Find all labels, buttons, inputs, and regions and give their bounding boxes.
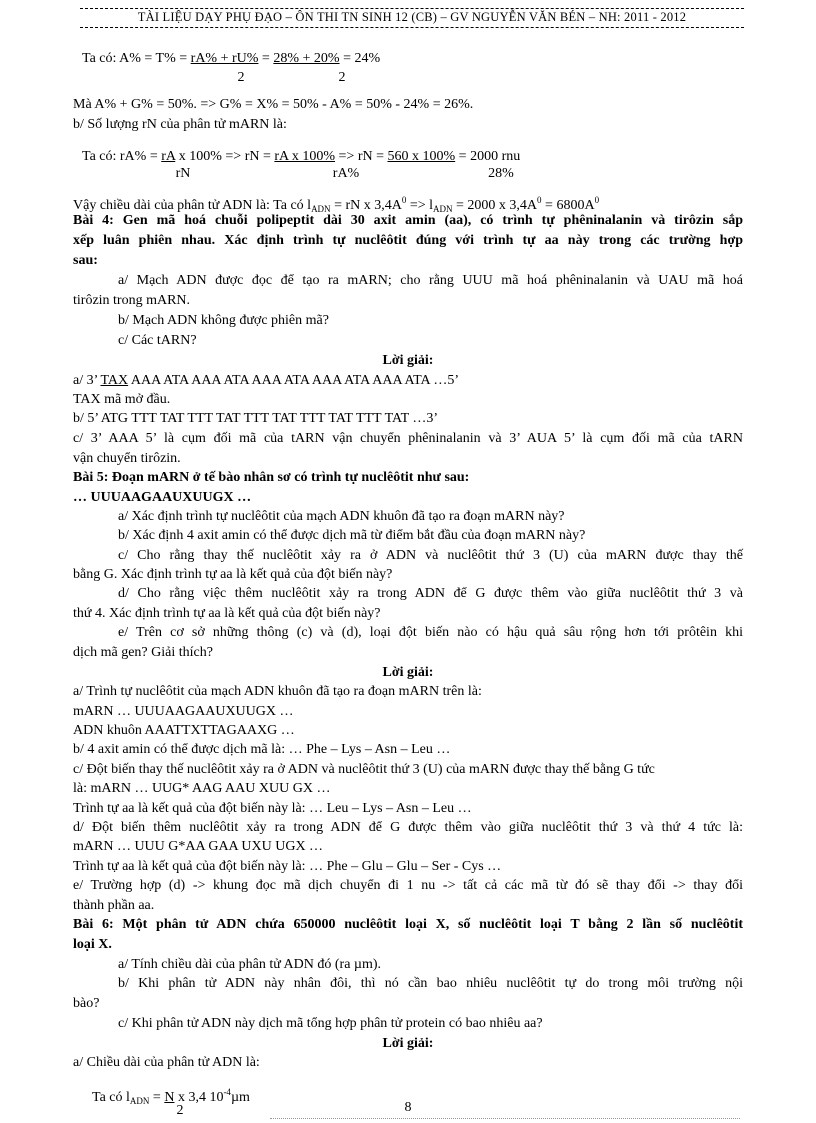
answer-dna-template: ADN khuôn AAATTXTTAGAAXG … xyxy=(73,723,295,738)
formula-text: x 3,4 10 xyxy=(174,1090,224,1105)
answer-d: Trình tự aa là kết quả của đột biến này là: … Phe – Glu – Glu – Ser - Cys … xyxy=(73,859,502,874)
question-e: dịch mã gen? Giải thích? xyxy=(73,645,213,660)
question-a: a/ Xác định trình tự nuclêôtit của mạch ADN khuôn đã tạo ra đoạn mARN này? xyxy=(118,509,565,524)
fraction-numerator: rA% + rU% xyxy=(190,51,259,66)
question-a: tirôzin trong mARN. xyxy=(73,293,191,308)
formula-text: = 6800A xyxy=(541,198,595,213)
exercise-4-title: xếp luân phiên nhau. Xác định trình tự nuclêôtit đúng với trình tự aa này trong các trường hợp xyxy=(73,233,743,248)
formula-result: = 2000 rnu xyxy=(455,149,521,164)
formula-text: => l xyxy=(406,198,434,213)
answer-b: b/ 5’ ATG TTT TAT TTT TAT TTT TAT TTT TAT TTT TAT …3’ xyxy=(73,411,439,426)
solution-heading: Lời giải: xyxy=(382,665,434,680)
answer-c: là: mARN … UUG* AAG AAU XUU GX … xyxy=(73,781,331,796)
formula-a-percent xyxy=(82,50,380,67)
page-number: 8 xyxy=(404,1100,412,1115)
fraction-denominator: rN xyxy=(175,166,191,181)
question-a: a/ Tính chiều dài của phân tử ADN đó (ra µm). xyxy=(118,957,382,972)
text-line: b/ Số lượng rN của phân tử mARN là: xyxy=(73,117,287,132)
subscript: ADN xyxy=(433,204,453,214)
superscript: -4 xyxy=(223,1087,231,1097)
fraction-denominator: 2 xyxy=(338,70,346,85)
fraction-denominator: 2 xyxy=(237,70,245,85)
fraction-numerator: N xyxy=(164,1090,175,1105)
question-a: a/ Mạch ADN được đọc để tạo ra mARN; cho rằng UUU mã hoá phêninalanin và UAU mã hoá xyxy=(118,273,743,288)
question-b: b/ Mạch ADN không được phiên mã? xyxy=(118,313,329,328)
question-c: c/ Khi phân tử ADN này dịch mã tổng hợp phân tử protein có bao nhiêu aa? xyxy=(118,1016,543,1031)
answer-c: c/ 3’ AAA 5’ là cụm đối mã của tARN vận chuyển phêninalanin và 3’ AUA 5’ là cụm đối mã của tARN xyxy=(73,431,743,446)
answer-a xyxy=(73,372,459,389)
exercise-5-title: Bài 5: Đoạn mARN ở tế bào nhân sơ có trình tự nuclêôtit như sau: xyxy=(73,470,470,485)
footer-divider xyxy=(270,1118,740,1119)
solution-heading: Lời giải: xyxy=(382,1036,434,1051)
formula-text: µm xyxy=(230,1090,250,1105)
subscript: ADN xyxy=(311,204,331,214)
answer-mrna: mARN … UUUAAGAAUXUUGX … xyxy=(73,704,294,719)
formula-rn xyxy=(82,148,520,165)
fraction-denominator: rA% xyxy=(332,166,360,181)
question-d: thứ 4. Xác định trình tự aa là kết quả của đột biến này? xyxy=(73,606,381,621)
page-header: TÀI LIỆU DẠY PHỤ ĐẠO – ÔN THI TN SINH 12 (CB) – GV NGUYỄN VĂN BÉN – NH: 2011 - 2012 xyxy=(80,8,744,28)
superscript: 0 xyxy=(594,195,600,205)
answer-b: b/ 4 axit amin có thể được dịch mã là: … Phe – Lys – Asn – Leu … xyxy=(73,742,451,757)
answer-a: a/ Trình tự nuclêôtit của mạch ADN khuôn đã tạo ra đoạn mARN trên là: xyxy=(73,684,482,699)
subscript: ADN xyxy=(129,1096,150,1106)
formula-result: = 24% xyxy=(339,51,381,66)
question-d: d/ Cho rằng việc thêm nuclêôtit xảy ra trong ADN để G được thêm vào giữa nuclêôtit thứ 3 và xyxy=(118,586,743,601)
answer-a: a/ Chiều dài của phân tử ADN là: xyxy=(73,1055,260,1070)
exercise-4-title: sau: xyxy=(73,253,98,268)
formula-text: = xyxy=(258,51,274,66)
formula-text: x 100% => rN = xyxy=(175,149,275,164)
answer-note: TAX mã mở đầu. xyxy=(73,392,171,407)
question-c: c/ Các tARN? xyxy=(118,333,197,348)
question-b: b/ Khi phân tử ADN này nhân đôi, thì nó cần bao nhiêu nuclêôtit tự do trong môi trường nội xyxy=(118,976,743,991)
answer-c: Trình tự aa là kết quả của đột biến này là: … Leu – Lys – Asn – Leu … xyxy=(73,801,472,816)
formula-text: Ta có: rA% = xyxy=(82,149,162,164)
formula-length xyxy=(92,1084,250,1110)
question-c: bằng G. Xác định trình tự aa là kết quả của đột biến này? xyxy=(73,567,393,582)
formula-text: Vậy chiều dài của phân tử ADN là: Ta có l xyxy=(73,198,312,213)
formula-text: Ta có: A% = T% = xyxy=(82,51,191,66)
superscript: 0 xyxy=(537,195,542,205)
question-b: bào? xyxy=(73,996,100,1011)
question-c: c/ Cho rằng thay thế nuclêôtit xảy ra ở ADN và nuclêôtit thứ 3 (U) của mARN được thay thế xyxy=(118,548,743,563)
exercise-6-title: loại X. xyxy=(73,937,112,952)
formula-text: = 2000 x 3,4A xyxy=(452,198,538,213)
fraction-numerator: 560 x 100% xyxy=(387,149,456,164)
answer-c: vận chuyển tirôzin. xyxy=(73,451,181,466)
formula-text: Ta có l xyxy=(92,1090,130,1105)
formula-text: = rN x 3,4A xyxy=(330,198,402,213)
answer-e: e/ Trường hợp (d) -> khung đọc mã dịch chuyển đi 1 nu -> tất cả các mã từ đó sẽ thay đổi -> thay đổi xyxy=(73,878,743,893)
fraction-denominator: 28% xyxy=(488,166,514,181)
answer-text: a/ 3’ xyxy=(73,373,101,388)
answer-d: mARN … UUU G*AA GAA UXU UGX … xyxy=(73,839,324,854)
formula-text: = xyxy=(149,1090,165,1105)
question-b: b/ Xác định 4 axit amin có thể được dịch mã từ điểm bắt đầu của đoạn mARN này? xyxy=(118,528,586,543)
start-codon: TAX xyxy=(100,373,129,388)
answer-c: c/ Đột biến thay thế nuclêôtit xảy ra ở ADN và nuclêôtit thứ 3 (U) của mARN được thay thế bằng G tức xyxy=(73,762,655,777)
fraction-numerator: 28% + 20% xyxy=(273,51,340,66)
exercise-4-title: Bài 4: Gen mã hoá chuỗi polipeptit dài 30 axit amin (aa), có trình tự phêninalanin và tirôzin sắp xyxy=(73,213,743,228)
superscript: 0 xyxy=(401,195,407,205)
answer-text: AAA ATA AAA ATA AAA ATA AAA ATA AAA ATA …5’ xyxy=(128,373,460,388)
fraction-numerator: rA x 100% xyxy=(274,149,336,164)
exercise-5-sequence: … UUUAAGAAUXUUGX … xyxy=(73,490,252,505)
answer-e: thành phần aa. xyxy=(73,898,155,913)
text-line: Mà A% + G% = 50%. => G% = X% = 50% - A% = 50% - 24% = 26%. xyxy=(73,97,474,112)
answer-d: d/ Đột biến thêm nuclêôtit xảy ra trong ADN để G được thêm vào giữa nuclêôtit thứ 3 và thứ 4 tức là: xyxy=(73,820,743,835)
question-e: e/ Trên cơ sở những thông (c) và (d), loại đột biến nào có hậu quả sâu rộng hơn tới prôtêin khi xyxy=(118,625,743,640)
exercise-6-title: Bài 6: Một phân tử ADN chứa 650000 nuclêôtit loại X, số nuclêôtit loại T bằng 2 lần số nuclêôtit xyxy=(73,917,743,932)
formula-text: => rN = xyxy=(335,149,388,164)
fraction-denominator: 2 xyxy=(176,1103,184,1118)
fraction-numerator: rA xyxy=(161,149,176,164)
solution-heading: Lời giải: xyxy=(382,353,434,368)
